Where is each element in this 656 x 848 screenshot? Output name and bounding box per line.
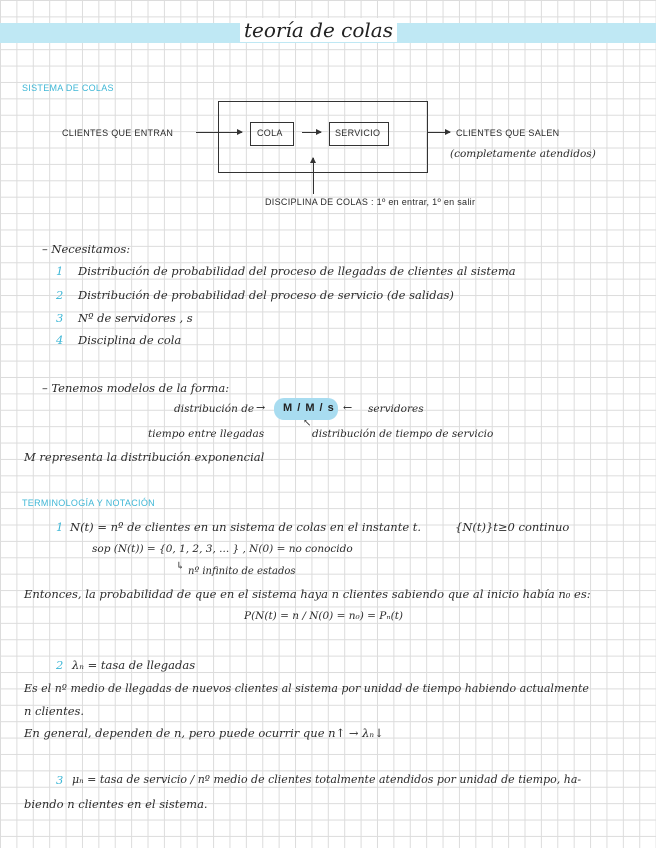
- input-label: CLIENTES QUE ENTRAN: [62, 128, 174, 138]
- item2-desc-line2: n clientes.: [24, 704, 85, 718]
- hook-arrow-icon: ↳: [176, 561, 185, 572]
- output-arrow: [427, 132, 450, 133]
- section-heading-terminologia: TERMINOLOGÍA Y NOTACIÓN: [22, 498, 155, 508]
- model-bottom-left: tiempo entre llegadas: [148, 428, 265, 440]
- item-number: 1: [56, 520, 64, 534]
- section-heading-sistema: SISTEMA DE COLAS: [22, 83, 114, 93]
- cola-label: COLA: [257, 128, 283, 138]
- need-item: Distribución de probabilidad del proceso de llegadas de clientes al sistema: [78, 264, 516, 278]
- item-number: 2: [56, 658, 64, 672]
- then-line: Entonces, la probabilidad de que en el sistema haya n clientes sabiendo que al inicio había n₀ es:: [24, 587, 591, 601]
- need-number: 1: [56, 264, 64, 278]
- needs-title: – Necesitamos:: [42, 242, 131, 256]
- arrow-up-icon: ↖: [303, 418, 312, 429]
- need-number: 4: [56, 333, 64, 347]
- item2-desc-line1: Es el nº medio de llegadas de nuevos clientes al sistema por unidad de tiempo habiendo actualmente: [24, 682, 589, 695]
- item2-desc-line3: En general, dependen de n, pero puede ocurrir que n↑ → λₙ↓: [24, 726, 384, 740]
- need-item: Disciplina de cola: [78, 333, 182, 347]
- page-title: teoría de colas: [240, 18, 397, 42]
- discipline-arrow: [313, 158, 314, 194]
- model-note: M representa la distribución exponencial: [24, 450, 265, 464]
- model-left-label: distribución de: [174, 403, 255, 415]
- need-number: 3: [56, 311, 64, 325]
- need-number: 2: [56, 288, 64, 302]
- model-notation: M / M / s: [283, 402, 335, 414]
- arrow-right-icon: →: [256, 401, 266, 414]
- probability-formula: P(N(t) = n / N(0) = n₀) = Pₙ(t): [244, 610, 404, 622]
- cola-to-servicio-arrow: [302, 132, 321, 133]
- infinite-states: nº infinito de estados: [188, 566, 296, 577]
- item3-text: μₙ = tasa de servicio / nº medio de clientes totalmente atendidos por unidad de tiempo, ha-: [72, 773, 582, 786]
- model-right-label: servidores: [368, 403, 424, 415]
- need-item: Nº de servidores , s: [78, 311, 193, 325]
- discipline-label: DISCIPLINA DE COLAS : 1º en entrar, 1º en salir: [265, 197, 476, 207]
- need-item: Distribución de probabilidad del proceso de servicio (de salidas): [78, 288, 454, 302]
- input-arrow: [196, 132, 242, 133]
- item-number: 3: [56, 773, 64, 787]
- item3-desc: biendo n clientes en el sistema.: [24, 797, 208, 811]
- output-note: (completamente atendidos): [450, 148, 596, 160]
- output-label: CLIENTES QUE SALEN: [456, 128, 560, 138]
- models-title: – Tenemos modelos de la forma:: [42, 381, 230, 395]
- servicio-label: SERVICIO: [335, 128, 381, 138]
- model-bottom-right: distribución de tiempo de servicio: [312, 428, 494, 440]
- arrow-left-icon: ←: [343, 401, 353, 414]
- item1-right: {N(t)}t≥0 continuo: [455, 520, 570, 534]
- item1-text: N(t) = nº de clientes en un sistema de colas en el instante t.: [70, 520, 422, 534]
- support-line: sop (N(t)) = {0, 1, 2, 3, ... } , N(0) = no conocido: [92, 543, 353, 555]
- item2-text: λₙ = tasa de llegadas: [72, 658, 196, 672]
